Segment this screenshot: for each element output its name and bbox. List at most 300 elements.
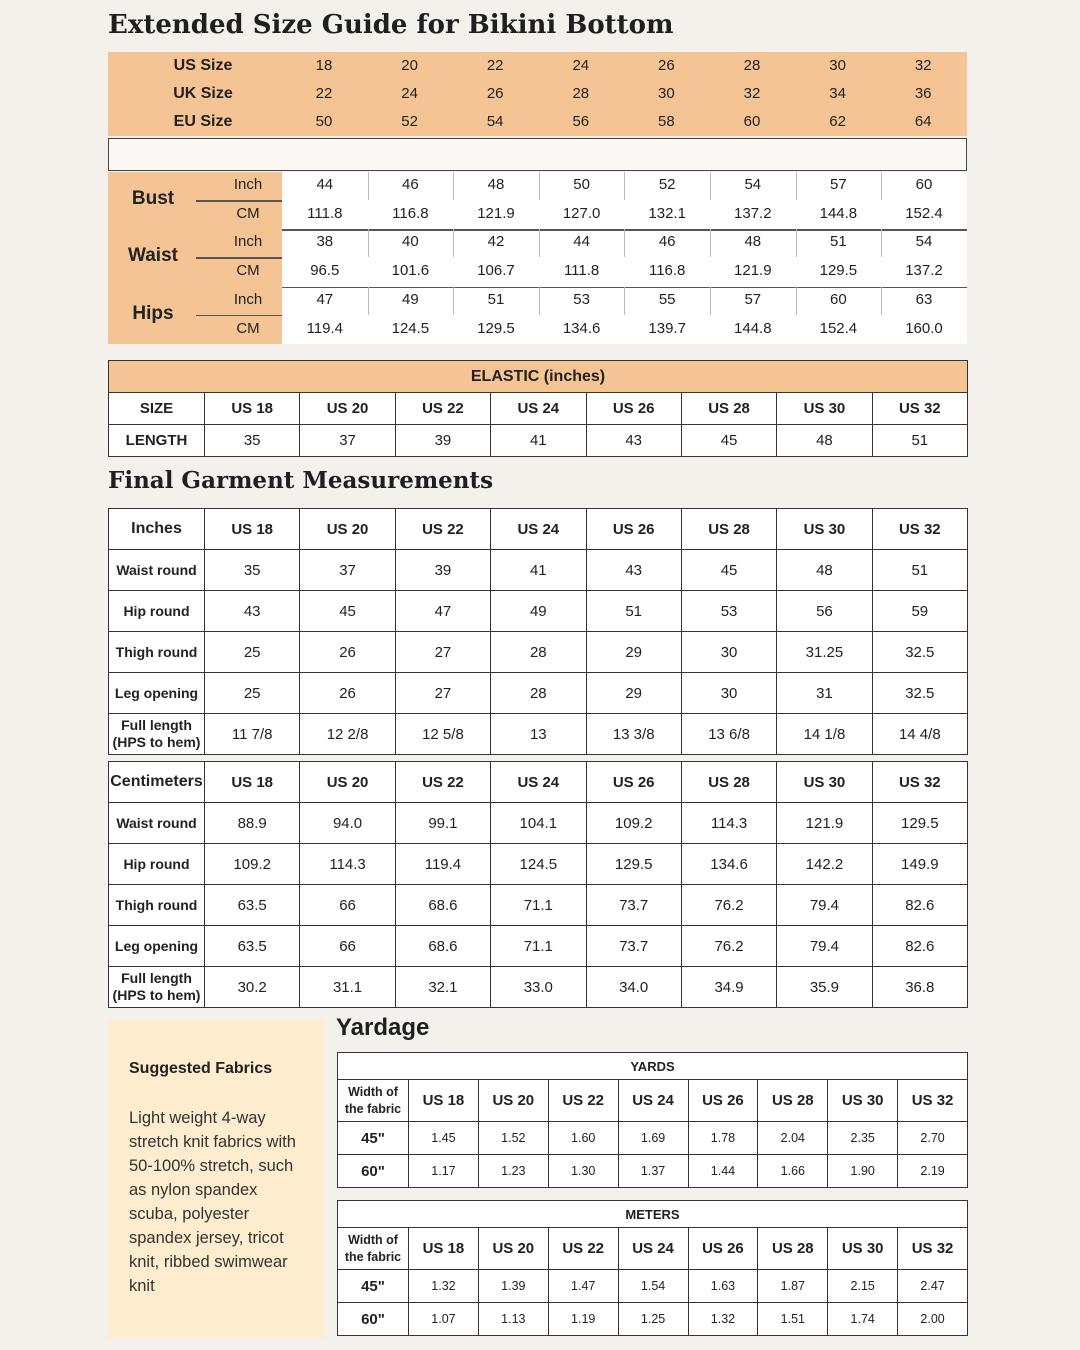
measure-inch-value: 55 [658, 290, 676, 308]
size-row [108, 108, 967, 136]
cell-divider [710, 287, 711, 315]
size-header: US 32 [898, 1080, 968, 1122]
yardage-value: 2.00 [898, 1303, 968, 1336]
yardage-value: 1.39 [478, 1270, 548, 1303]
measure-value: 73.7 [586, 926, 681, 967]
yardage-value: 1.45 [409, 1122, 479, 1155]
yardage-value: 1.66 [758, 1155, 828, 1188]
measure-value: 88.9 [205, 803, 300, 844]
size-header: US 20 [478, 1228, 548, 1270]
measure-cm-value: 121.9 [477, 205, 515, 222]
row-label-line1: Thigh round [115, 643, 198, 660]
size-header: US 30 [828, 1080, 898, 1122]
measure-value: 29 [586, 632, 681, 673]
row-label [109, 885, 205, 926]
measure-value: 32.1 [395, 967, 490, 1008]
measure-cm-value: 116.8 [392, 205, 429, 222]
measure-value: 119.4 [395, 844, 490, 885]
measure-inch-value: 51 [487, 290, 505, 308]
measure-inch-value: 48 [744, 233, 762, 251]
measure-value: 13 3/8 [586, 714, 681, 755]
measure-value: 26 [300, 673, 395, 714]
size-row-label: UK Size [173, 85, 233, 102]
size-value: 36 [914, 85, 932, 102]
size-value: 30 [658, 85, 675, 102]
measure-value: 41 [491, 550, 586, 591]
size-value: 64 [914, 113, 932, 130]
measure-value: 82.6 [872, 885, 967, 926]
measure-cm-value: 152.4 [905, 205, 943, 222]
size-value: 62 [829, 113, 846, 130]
size-value: 34 [829, 85, 846, 102]
measure-value: 48 [777, 550, 872, 591]
measure-value: 129.5 [586, 844, 681, 885]
measure-value: 33.0 [491, 967, 586, 1008]
size-header: US 26 [688, 1080, 758, 1122]
measure-value: 109.2 [205, 844, 300, 885]
measure-cm-value: 106.7 [477, 262, 515, 280]
elastic-length: 39 [395, 425, 490, 457]
measure-value: 114.3 [300, 844, 395, 885]
row-label-line1: Hip round [123, 855, 190, 872]
size-value: 20 [401, 57, 418, 74]
measure-value: 124.5 [491, 844, 586, 885]
size-value: 26 [486, 85, 504, 102]
cell-divider [453, 229, 454, 257]
elastic-length: 35 [205, 425, 300, 457]
measure-value: 12 2/8 [300, 714, 395, 755]
measure-value: 45 [681, 550, 776, 591]
elastic-table [108, 360, 968, 457]
suggested-fabrics-panel [108, 1020, 324, 1338]
unit-inch-label: Inch [233, 176, 263, 193]
unit-divider [196, 200, 282, 202]
measure-value: 26 [300, 632, 395, 673]
elastic-length: 43 [586, 425, 681, 457]
fabric-width: 60" [338, 1155, 409, 1188]
width-label-line2: the fabric [344, 1101, 402, 1116]
cell-divider [881, 287, 882, 315]
elastic-length-label: LENGTH [109, 425, 205, 457]
size-header: US 22 [395, 509, 490, 550]
measure-inch-value: 46 [658, 233, 676, 251]
yardage-value: 1.32 [688, 1303, 758, 1336]
size-conversion-header [108, 52, 967, 136]
measure-value: 35.9 [777, 967, 872, 1008]
yardage-value: 1.54 [618, 1270, 688, 1303]
measure-value: 114.3 [681, 803, 776, 844]
measure-value: 43 [586, 550, 681, 591]
yardage-value: 1.47 [548, 1270, 618, 1303]
measure-value: 31.25 [777, 632, 872, 673]
cell-divider [710, 229, 711, 257]
measure-cm-value: 116.8 [648, 262, 686, 280]
size-value: 22 [315, 85, 333, 102]
measure-waist-label: Waist [128, 245, 178, 267]
width-label-line2: the fabric [344, 1249, 402, 1264]
yardage-value: 1.63 [688, 1270, 758, 1303]
size-header: US 18 [409, 1080, 479, 1122]
measure-value: 28 [491, 632, 586, 673]
size-row-label: US Size [173, 57, 233, 74]
fabrics-body: Light weight 4-way stretch knit fabrics with 50-100% stretch, such as nylon spandex scuba, polyester spandex jersey, tricot knit, ribbed swimwear knit [129, 1109, 296, 1295]
size-header: US 30 [828, 1228, 898, 1270]
measure-value: 63.5 [205, 885, 300, 926]
measure-cm-value: 111.8 [307, 205, 343, 222]
measure-value: 31.1 [300, 967, 395, 1008]
size-header: US 26 [688, 1228, 758, 1270]
size-value: 56 [572, 113, 590, 130]
cell-divider [368, 229, 369, 257]
measure-value: 27 [395, 632, 490, 673]
size-value: 60 [743, 113, 761, 130]
measure-value: 35 [205, 550, 300, 591]
cell-divider [539, 229, 540, 257]
measure-inch-value: 57 [830, 176, 847, 193]
measure-value: 51 [872, 550, 967, 591]
size-header: US 28 [758, 1228, 828, 1270]
width-label [338, 1080, 409, 1122]
cell-divider [368, 172, 369, 200]
elastic-size: US 22 [395, 393, 490, 425]
measure-value: 25 [205, 673, 300, 714]
measure-cm-value: 127.0 [562, 205, 601, 222]
measure-value: 68.6 [395, 885, 490, 926]
fabrics-title: Suggested Fabrics [129, 1060, 273, 1077]
measure-cm-value: 139.7 [648, 319, 686, 337]
fabric-width: 45" [338, 1270, 409, 1303]
yards-table [337, 1052, 968, 1188]
row-label-line1: Leg opening [114, 684, 199, 701]
cell-divider [624, 172, 625, 200]
measure-value: 32.5 [872, 632, 967, 673]
meters-table [337, 1200, 968, 1336]
measure-inch-value: 52 [658, 176, 676, 193]
measure-value: 79.4 [777, 885, 872, 926]
measure-value: 13 [491, 714, 586, 755]
measure-value: 142.2 [777, 844, 872, 885]
size-value: 28 [572, 85, 590, 102]
measure-value: 59 [872, 591, 967, 632]
size-header: US 20 [478, 1080, 548, 1122]
width-label-line1: Width of [348, 1084, 398, 1099]
yardage-value: 2.19 [898, 1155, 968, 1188]
measure-value: 14 4/8 [872, 714, 967, 755]
row-label [109, 803, 205, 844]
yardage-value: 1.13 [478, 1303, 548, 1336]
measure-value: 27 [395, 673, 490, 714]
size-value: 18 [315, 57, 333, 74]
measure-inch-value: 63 [915, 290, 933, 308]
measure-value: 12 5/8 [395, 714, 490, 755]
cell-divider [881, 229, 882, 257]
unit-inch-label: Inch [233, 290, 263, 308]
measure-cm-value: 119.4 [306, 319, 344, 337]
elastic-size: US 26 [586, 393, 681, 425]
measure-cm-value: 137.2 [734, 205, 772, 222]
size-value: 24 [401, 85, 418, 102]
yardage-value: 1.23 [478, 1155, 548, 1188]
yardage-value: 1.52 [478, 1122, 548, 1155]
measure-value: 51 [586, 591, 681, 632]
size-header: US 20 [300, 762, 395, 803]
measure-inch-value: 46 [402, 176, 419, 193]
unit-cm-label: CM [236, 205, 260, 222]
yardage-title: Yardage [336, 1014, 430, 1041]
yardage-value: 1.78 [688, 1122, 758, 1155]
measure-inch-value: 48 [487, 176, 505, 193]
measure-value: 56 [777, 591, 872, 632]
yardage-value: 1.60 [548, 1122, 618, 1155]
measure-value: 39 [395, 550, 490, 591]
measure-inch-value: 60 [915, 176, 933, 193]
measurement-values-grid [282, 172, 967, 344]
measure-value: 11 7/8 [205, 714, 300, 755]
size-header: US 18 [205, 509, 300, 550]
size-header: US 28 [681, 509, 776, 550]
measure-value: 32.5 [872, 673, 967, 714]
cell-divider [796, 287, 797, 315]
measure-cm-value: 137.2 [905, 262, 943, 280]
unit-cm-label: CM [236, 319, 260, 337]
size-header: US 18 [409, 1228, 479, 1270]
width-label [338, 1228, 409, 1270]
size-value: 32 [743, 85, 761, 102]
yardage-value: 1.51 [758, 1303, 828, 1336]
size-header: US 18 [205, 762, 300, 803]
size-header: US 22 [548, 1228, 618, 1270]
yardage-value: 1.44 [688, 1155, 758, 1188]
measure-value: 99.1 [395, 803, 490, 844]
measure-value: 82.6 [872, 926, 967, 967]
yardage-value: 2.15 [828, 1270, 898, 1303]
elastic-length: 41 [491, 425, 586, 457]
yardage-value: 1.87 [758, 1270, 828, 1303]
measure-value: 34.9 [681, 967, 776, 1008]
measure-value: 30 [681, 673, 776, 714]
row-label-line1: Hip round [123, 602, 190, 619]
measure-value: 104.1 [491, 803, 586, 844]
cell-divider [453, 287, 454, 315]
row-label [109, 967, 205, 1008]
elastic-size: US 24 [491, 393, 586, 425]
measure-inch-value: 49 [402, 290, 419, 308]
yardage-table-title: YARDS [338, 1053, 968, 1080]
measure-value: 13 6/8 [681, 714, 776, 755]
elastic-size: US 30 [777, 393, 872, 425]
row-label [109, 550, 205, 591]
size-header: US 24 [618, 1228, 688, 1270]
size-row-label: EU Size [173, 113, 233, 130]
elastic-title: ELASTIC (inches) [109, 361, 968, 393]
size-value: 24 [572, 57, 590, 74]
measure-value: 71.1 [491, 926, 586, 967]
size-header: US 32 [872, 762, 967, 803]
measure-cm-value: 132.1 [648, 205, 686, 222]
elastic-size: US 32 [872, 393, 967, 425]
yardage-value: 1.90 [828, 1155, 898, 1188]
measure-value: 53 [681, 591, 776, 632]
measure-value: 34.0 [586, 967, 681, 1008]
measure-value: 68.6 [395, 926, 490, 967]
measure-value: 79.4 [777, 926, 872, 967]
row-label-line1: Full length [121, 717, 192, 733]
measure-cm-value: 134.6 [562, 319, 601, 337]
measure-value: 29 [586, 673, 681, 714]
elastic-size: US 18 [205, 393, 300, 425]
size-value: 52 [401, 113, 418, 130]
measure-value: 94.0 [300, 803, 395, 844]
yardage-value: 1.17 [409, 1155, 479, 1188]
elastic-length: 48 [777, 425, 872, 457]
cell-divider [881, 172, 882, 200]
blank-divider-bar [108, 138, 967, 171]
yardage-value: 1.07 [409, 1303, 479, 1336]
yardage-value: 2.70 [898, 1122, 968, 1155]
yardage-value: 1.25 [618, 1303, 688, 1336]
measure-cm-value: 96.5 [310, 262, 340, 280]
measure-value: 66 [300, 926, 395, 967]
fabric-width: 60" [338, 1303, 409, 1336]
measurement-label-column [108, 172, 282, 344]
size-value: 58 [658, 113, 675, 130]
row-label-line1: Thigh round [115, 896, 198, 913]
measure-value: 121.9 [777, 803, 872, 844]
cell-divider [796, 172, 797, 200]
elastic-length: 45 [681, 425, 776, 457]
measure-cm-value: 144.8 [734, 319, 772, 337]
measure-value: 66 [300, 885, 395, 926]
yardage-value: 1.19 [548, 1303, 618, 1336]
measure-value: 30.2 [205, 967, 300, 1008]
measure-value: 36.8 [872, 967, 967, 1008]
row-label-line1: Leg opening [114, 937, 199, 954]
size-header: US 24 [491, 509, 586, 550]
size-row [108, 52, 967, 80]
size-header: US 22 [548, 1080, 618, 1122]
measure-value: 63.5 [205, 926, 300, 967]
row-label [109, 591, 205, 632]
measure-hips-label: Hips [132, 302, 174, 324]
measure-cm-value: 121.9 [734, 262, 772, 280]
measure-inch-value: 54 [744, 176, 762, 193]
measure-value: 73.7 [586, 885, 681, 926]
elastic-length: 37 [300, 425, 395, 457]
size-header: US 22 [395, 762, 490, 803]
row-label-line2: (HPS to hem) [112, 987, 201, 1003]
unit-label: Centimeters [109, 762, 205, 803]
size-header: US 28 [681, 762, 776, 803]
row-label [109, 926, 205, 967]
measure-value: 25 [205, 632, 300, 673]
measure-inch-value: 53 [573, 290, 590, 308]
cell-divider [624, 229, 625, 257]
measure-cm-value: 144.8 [819, 205, 858, 222]
size-header: US 24 [618, 1080, 688, 1122]
measure-value: 28 [491, 673, 586, 714]
yardage-value: 1.37 [618, 1155, 688, 1188]
yardage-value: 2.35 [828, 1122, 898, 1155]
row-label-line2: (HPS to hem) [112, 734, 201, 750]
measure-value: 134.6 [681, 844, 776, 885]
elastic-size: US 20 [300, 393, 395, 425]
measure-inch-value: 50 [573, 176, 590, 193]
width-label-line1: Width of [348, 1232, 398, 1247]
yardage-value: 1.69 [618, 1122, 688, 1155]
unit-inch-label: Inch [233, 233, 263, 251]
measure-cm-value: 111.8 [563, 262, 600, 280]
elastic-length: 51 [872, 425, 967, 457]
unit-label: Inches [109, 509, 205, 550]
yardage-table-title: METERS [338, 1201, 968, 1228]
size-header: US 20 [300, 509, 395, 550]
measure-value: 37 [300, 550, 395, 591]
unit-cm-label: CM [236, 262, 260, 280]
measure-value: 129.5 [872, 803, 967, 844]
measure-value: 45 [300, 591, 395, 632]
cell-divider [453, 172, 454, 200]
final-measurements-title: Final Garment Measurements [108, 467, 494, 494]
measure-inch-value: 51 [830, 233, 847, 251]
measure-value: 76.2 [681, 885, 776, 926]
measure-cm-value: 124.5 [391, 319, 430, 337]
size-value: 22 [486, 57, 504, 74]
size-value: 28 [743, 57, 761, 74]
cell-divider [624, 287, 625, 315]
measure-value: 43 [205, 591, 300, 632]
cell-divider [368, 287, 369, 315]
measure-value: 31 [777, 673, 872, 714]
measure-value: 149.9 [872, 844, 967, 885]
size-header: US 30 [777, 509, 872, 550]
size-header: US 26 [586, 762, 681, 803]
measure-cm-value: 152.4 [819, 319, 858, 337]
cell-divider [710, 172, 711, 200]
size-header: US 24 [491, 762, 586, 803]
measure-cm-value: 101.6 [391, 262, 430, 280]
final-inches-table [108, 508, 968, 755]
measure-cm-value: 160.0 [905, 319, 943, 337]
measure-value: 109.2 [586, 803, 681, 844]
measure-inch-value: 40 [402, 233, 419, 251]
size-header: US 32 [872, 509, 967, 550]
measure-bust-label: Bust [131, 188, 175, 209]
row-label-line1: Full length [121, 970, 192, 986]
size-value: 50 [315, 113, 333, 130]
measure-cm-value: 129.5 [819, 262, 858, 280]
measure-value: 47 [395, 591, 490, 632]
cell-divider [539, 287, 540, 315]
body-measurements-table [108, 172, 967, 344]
measure-inch-value: 44 [573, 233, 590, 251]
final-cm-table [108, 761, 968, 1008]
row-label-line1: Waist round [116, 561, 197, 578]
page-title: Extended Size Guide for Bikini Bottom [108, 10, 674, 40]
elastic-size: US 28 [681, 393, 776, 425]
row-label-line1: Waist round [116, 814, 197, 831]
yardage-value: 1.74 [828, 1303, 898, 1336]
size-header: US 26 [586, 509, 681, 550]
measure-inch-value: 60 [830, 290, 847, 308]
yardage-value: 1.30 [548, 1155, 618, 1188]
size-row [108, 80, 967, 108]
size-header: US 28 [758, 1080, 828, 1122]
measure-value: 49 [491, 591, 586, 632]
fabric-width: 45" [338, 1122, 409, 1155]
measure-inch-value: 57 [744, 290, 762, 308]
row-label [109, 714, 205, 755]
measure-inch-value: 54 [915, 233, 933, 251]
